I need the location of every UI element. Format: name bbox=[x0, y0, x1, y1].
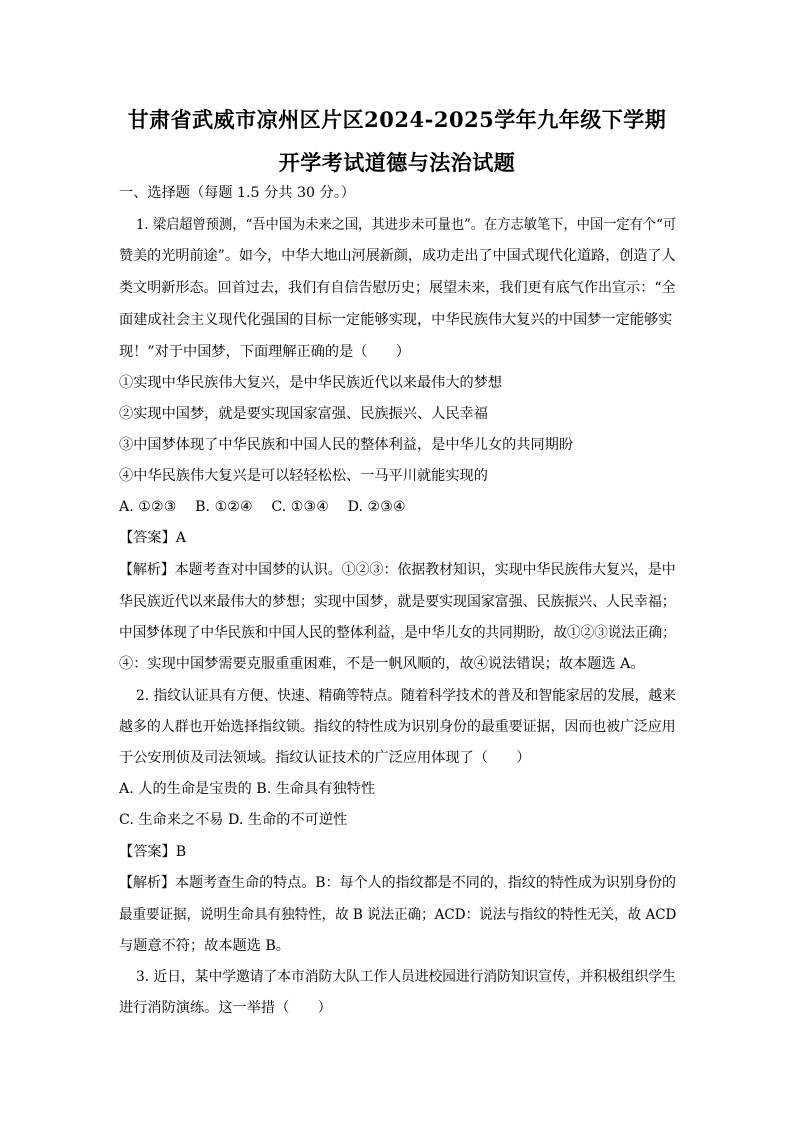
statement-2: ②实现中国梦，就是要实现国家富强、民族振兴、人民幸福 bbox=[119, 406, 488, 422]
section-heading: 一、选择题（每题 1.5 分共 30 分。） bbox=[119, 185, 355, 201]
question-1-analysis: 华民族近代以来最伟大的梦想；实现中国梦，就是要实现国家富强、民族振兴、人民幸福； bbox=[119, 594, 676, 610]
question-1-answer: 【答案】A bbox=[119, 530, 186, 546]
statement-3: ③中国梦体现了中华民族和中国人民的整体利益，是中华儿女的共同期盼 bbox=[119, 437, 574, 453]
question-1-line: 现！”对于中国梦，下面理解正确的是（ ） bbox=[119, 344, 411, 360]
statement-4: ④中华民族伟大复兴是可以轻轻松松、一马平川就能实现的 bbox=[119, 468, 488, 484]
question-1-analysis: ④：实现中国梦需要克服重重困难，不是一帆风顺的，故④说法错误；故本题选 A。 bbox=[119, 656, 645, 672]
question-2-line: 于公安刑侦及司法领域。指纹认证技术的广泛应用体现了（ ） bbox=[119, 750, 531, 766]
question-1-options: A. ①②③ B. ①②④ C. ①③④ D. ②③④ bbox=[119, 499, 406, 515]
question-1-line: 赞美的光明前途”。如今，中华大地山河展新颜，成功走出了中国式现代化道路，创造了人 bbox=[119, 248, 676, 264]
question-2-options: A. 人的生命是宝贵的 B. 生命具有独特性 bbox=[119, 781, 376, 797]
question-1-line: 1. 梁启超曾预测，“吾中国为未来之国，其进步未可量也”。在方志敏笔下，中国一定有个“可 bbox=[136, 217, 677, 233]
question-3-line: 进行消防演练。这一举措（ ） bbox=[119, 1000, 332, 1016]
document-title-line-1: 甘肃省武威市凉州区片区2024-2025学年九年级下学期 bbox=[127, 107, 667, 132]
question-1-analysis: 【解析】本题考查对中国梦的认识。①②③：依据教材知识，实现中华民族伟大复兴，是中 bbox=[119, 562, 676, 578]
document-title-line-2: 开学考试道德与法治试题 bbox=[278, 150, 516, 175]
question-2-options: C. 生命来之不易 D. 生命的不可逆性 bbox=[119, 812, 348, 828]
statement-1: ①实现中华民族伟大复兴，是中华民族近代以来最伟大的梦想 bbox=[119, 375, 503, 391]
question-1-line: 面建成社会主义现代化强国的目标一定能够实现，中华民族伟大复兴的中国梦一定能够实 bbox=[119, 312, 673, 328]
question-2-analysis: 最重要证据，说明生命具有独特性，故 B 说法正确；ACD：说法与指纹的特性无关，故 ACD bbox=[119, 907, 677, 923]
question-1-analysis: 中国梦体现了中华民族和中国人民的整体利益，是中华儿女的共同期盼，故①②③说法正确； bbox=[119, 625, 676, 641]
question-2-line: 2. 指纹认证具有方便、快速、精确等特点。随着科学技术的普及和智能家居的发展，越来 bbox=[136, 688, 676, 704]
question-2-analysis: 与题意不符；故本题选 B。 bbox=[119, 938, 290, 954]
question-2-answer: 【答案】B bbox=[119, 844, 187, 860]
question-3-line: 3. 近日，某中学邀请了本市消防大队工作人员进校园进行消防知识宣传，并积极组织学生 bbox=[136, 969, 676, 985]
question-2-line: 越多的人群也开始选择指纹锁。指纹的特性成为识别身份的最重要证据，因而也被广泛应用 bbox=[119, 719, 676, 735]
question-1-line: 类文明新形态。回首过去，我们有自信告慰历史；展望未来，我们更有底气作出宣示：“全 bbox=[119, 280, 676, 296]
question-2-analysis: 【解析】本题考查生命的特点。B：每个人的指纹都是不同的，指纹的特性成为识别身份的 bbox=[119, 875, 676, 891]
